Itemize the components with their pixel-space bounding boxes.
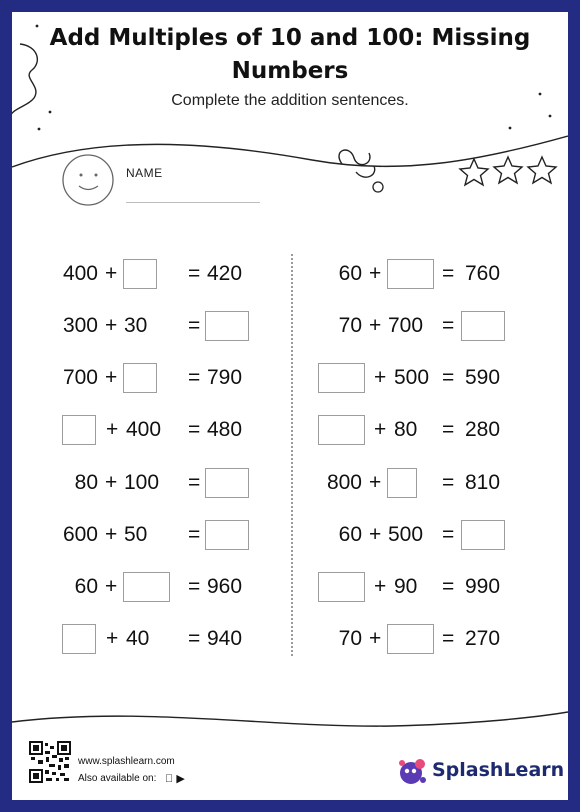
- splashlearn-logo-icon: [396, 756, 428, 788]
- addend-a: 600: [62, 523, 98, 546]
- equals-sign: =: [188, 366, 201, 389]
- answer-box[interactable]: [318, 363, 365, 393]
- column-divider: [291, 254, 293, 656]
- addend-a: 800: [326, 471, 362, 494]
- equals-sign: =: [442, 627, 455, 650]
- plus-sign: +: [374, 366, 387, 389]
- brand-name: SplashLearn: [432, 759, 565, 781]
- name-field[interactable]: [126, 202, 260, 203]
- sum-value: 280: [465, 418, 501, 441]
- title-line-2: Numbers: [231, 58, 349, 84]
- answer-box[interactable]: [461, 520, 505, 550]
- addend-a: 60: [74, 575, 98, 598]
- problem-row: [12, 520, 568, 550]
- addend-a: 300: [62, 314, 98, 337]
- instructions: Complete the addition sentences.: [171, 92, 409, 109]
- sum-value: 760: [465, 262, 501, 285]
- addend-b: 40: [126, 627, 150, 650]
- plus-sign: +: [369, 471, 382, 494]
- addend-b: 500: [394, 366, 430, 389]
- plus-sign: +: [369, 262, 382, 285]
- problem-row: [12, 311, 568, 341]
- plus-sign: +: [105, 523, 118, 546]
- problem-row: [12, 259, 568, 289]
- smiley-face-icon: [63, 155, 113, 205]
- title-line-1: Add Multiples of 10 and 100: Missing: [49, 25, 531, 51]
- sum-value: 480: [207, 418, 243, 441]
- addend-b: 500: [388, 523, 424, 546]
- addend-a: 80: [74, 471, 98, 494]
- equals-sign: =: [442, 418, 455, 441]
- footer-wave: [12, 702, 568, 742]
- qr-code-icon: [29, 741, 71, 783]
- addend-b: 30: [124, 314, 148, 337]
- sum-value: 790: [207, 366, 243, 389]
- website-link[interactable]: www.splashlearn.com: [78, 756, 175, 767]
- equals-sign: =: [188, 523, 201, 546]
- answer-box[interactable]: [387, 624, 434, 654]
- addend-a: 60: [338, 523, 362, 546]
- equals-sign: =: [188, 575, 201, 598]
- plus-sign: +: [105, 262, 118, 285]
- answer-box[interactable]: [318, 572, 365, 602]
- plus-sign: +: [105, 575, 118, 598]
- worksheet: [12, 12, 568, 800]
- addend-b: 90: [394, 575, 418, 598]
- addend-b: 700: [388, 314, 424, 337]
- sum-value: 990: [465, 575, 501, 598]
- equals-sign: =: [188, 471, 201, 494]
- addend-a: 60: [338, 262, 362, 285]
- sum-value: 960: [207, 575, 243, 598]
- equals-sign: =: [188, 418, 201, 441]
- plus-sign: +: [105, 366, 118, 389]
- name-label: NAME: [126, 166, 163, 180]
- plus-sign: +: [374, 575, 387, 598]
- equals-sign: =: [442, 314, 455, 337]
- available-on-label: Also available on:: [78, 773, 157, 784]
- equals-sign: =: [442, 523, 455, 546]
- plus-sign: +: [105, 314, 118, 337]
- problem-row: [12, 363, 568, 393]
- addend-b: 100: [124, 471, 160, 494]
- plus-sign: +: [374, 418, 387, 441]
- answer-box[interactable]: [461, 311, 505, 341]
- equals-sign: =: [442, 262, 455, 285]
- plus-sign: +: [105, 471, 118, 494]
- plus-sign: +: [369, 523, 382, 546]
- equals-sign: =: [188, 262, 201, 285]
- equals-sign: =: [442, 575, 455, 598]
- problem-row: [12, 468, 568, 498]
- addend-b: 80: [394, 418, 418, 441]
- equals-sign: =: [188, 314, 201, 337]
- sum-value: 590: [465, 366, 501, 389]
- sum-value: 940: [207, 627, 243, 650]
- sum-value: 810: [465, 471, 501, 494]
- addend-b: 50: [124, 523, 148, 546]
- problem-row: [12, 572, 568, 602]
- equals-sign: =: [442, 471, 455, 494]
- addend-a: 70: [338, 627, 362, 650]
- store-icons: [165, 772, 185, 785]
- plus-sign: +: [106, 627, 119, 650]
- sum-value: 270: [465, 627, 501, 650]
- equals-sign: =: [188, 627, 201, 650]
- addend-a: 700: [62, 366, 98, 389]
- problem-row: [12, 415, 568, 445]
- answer-box[interactable]: [387, 259, 434, 289]
- answer-box[interactable]: [387, 468, 417, 498]
- addend-a: 70: [338, 314, 362, 337]
- answer-box[interactable]: [318, 415, 365, 445]
- plus-sign: +: [369, 314, 382, 337]
- plus-sign: +: [369, 627, 382, 650]
- equals-sign: =: [442, 366, 455, 389]
- star-icons: [460, 157, 556, 185]
- apple-icon[interactable]: [165, 773, 173, 785]
- problem-row: [12, 624, 568, 654]
- plus-sign: +: [106, 418, 119, 441]
- page-title: [12, 22, 568, 88]
- addend-a: 400: [62, 262, 98, 285]
- play-store-icon[interactable]: ▶: [165, 773, 174, 785]
- sum-value: 420: [207, 262, 243, 285]
- addend-b: 400: [126, 418, 162, 441]
